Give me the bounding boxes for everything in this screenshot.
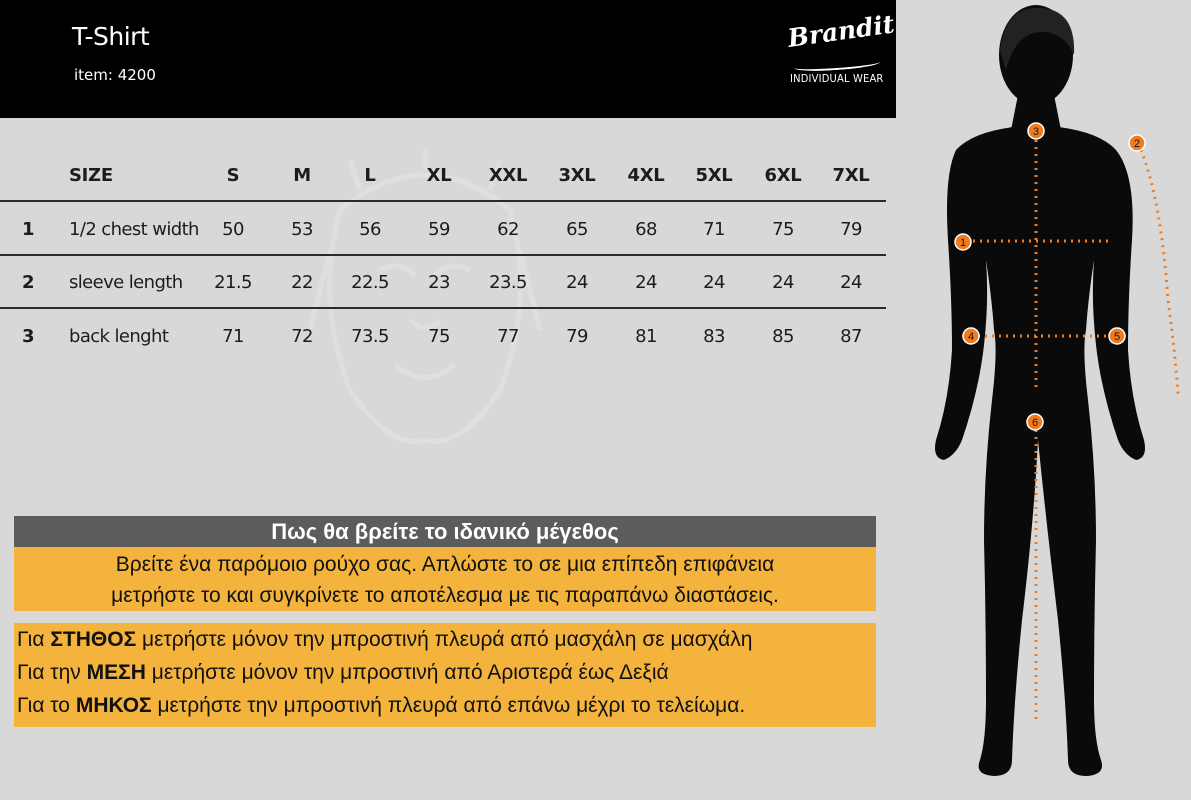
table-cell: 24 [703, 272, 725, 293]
table-cell: 22 [291, 272, 313, 293]
chest-instruction [14, 623, 876, 656]
table-divider [0, 200, 886, 202]
instruction-prefix: Για την [17, 661, 87, 684]
table-cell: 21.5 [214, 272, 252, 293]
product-title: T-Shirt [72, 22, 150, 51]
table-cell: 56 [359, 219, 381, 240]
size-header-cell: 7XL [832, 164, 870, 186]
instruction-text: μετρήστε μόνον την μπροστινή από Αριστερά έως Δεξιά [145, 661, 669, 684]
waist-instruction [14, 656, 876, 689]
table-cell: 73.5 [351, 326, 389, 347]
guide-intro-line: Βρείτε ένα παρόμοιο ρούχο σας. Απλώστε το σε μια επίπεδη επιφάνεια [115, 553, 775, 576]
table-row [0, 203, 886, 256]
guide-intro-line: μετρήστε το και συγκρίνετε το αποτέλεσμα με τις παραπάνω διαστάσεις. [111, 584, 779, 607]
table-cell: 24 [566, 272, 588, 293]
instruction-prefix: Για [17, 628, 51, 651]
table-cell: 62 [497, 219, 519, 240]
table-cell: 23.5 [489, 272, 527, 293]
table-cell: 79 [566, 326, 588, 347]
row-label: 1/2 chest width [69, 219, 199, 240]
table-cell: 75 [772, 219, 794, 240]
size-header-cell: 5XL [695, 164, 733, 186]
row-label: back lenght [69, 326, 169, 347]
table-cell: 65 [566, 219, 588, 240]
brand-logo-wordmark: Brandit [785, 9, 897, 53]
table-cell: 75 [428, 326, 450, 347]
length-instruction [14, 689, 876, 722]
table-cell: 24 [840, 272, 862, 293]
body-measurement-figure [896, 0, 1191, 800]
guide-title: Πως θα βρείτε το ιδανικό μέγεθος [14, 516, 876, 547]
row-number: 2 [22, 272, 34, 293]
table-cell: 81 [635, 326, 657, 347]
instruction-keyword: ΜΕΣΗ [86, 661, 146, 684]
table-cell: 23 [428, 272, 450, 293]
instruction-text: μετρήστε μόνον την μπροστινή πλευρά από μασχάλη σε μασχάλη [136, 628, 753, 651]
marker-3: 3 [1032, 126, 1040, 138]
table-cell: 85 [772, 326, 794, 347]
instruction-keyword: ΜΗΚΟΣ [75, 694, 152, 717]
instruction-text: μετρήστε την μπροστινή πλευρά από επάνω μέχρι το τελείωμα. [151, 694, 746, 717]
table-cell: 71 [703, 219, 725, 240]
guide-instructions-box [14, 623, 876, 727]
instruction-keyword: ΣΤΗΘΟΣ [50, 628, 137, 651]
table-cell: 87 [840, 326, 862, 347]
size-header-cell: L [364, 164, 376, 186]
marker-2: 2 [1133, 138, 1141, 150]
body-silhouette [935, 5, 1145, 776]
header-bar [0, 0, 896, 118]
row-label: sleeve length [69, 272, 183, 293]
marker-6: 6 [1031, 417, 1039, 429]
row-number: 1 [22, 219, 34, 240]
brand-tagline: INDIVIDUAL WEAR [790, 72, 884, 85]
marker-5: 5 [1113, 331, 1121, 343]
brand-logo-swoosh [794, 57, 880, 73]
table-cell: 24 [772, 272, 794, 293]
table-cell: 22.5 [351, 272, 389, 293]
table-cell: 59 [428, 219, 450, 240]
table-cell: 53 [291, 219, 313, 240]
item-number: item: 4200 [74, 66, 156, 84]
table-row [0, 256, 886, 309]
table-cell: 24 [635, 272, 657, 293]
guide-intro-box [14, 547, 876, 611]
size-header-cell: 4XL [627, 164, 665, 186]
brand-logo [785, 9, 897, 92]
table-cell: 50 [222, 219, 244, 240]
size-header-cell: XXL [488, 164, 528, 186]
size-column-header: SIZE [69, 164, 113, 186]
size-header-cell: S [226, 164, 240, 186]
table-cell: 71 [222, 326, 244, 347]
table-cell: 77 [497, 326, 519, 347]
size-header-cell: M [293, 164, 311, 186]
size-header-cell: 3XL [558, 164, 596, 186]
marker-1: 1 [959, 237, 967, 249]
marker-4: 4 [967, 331, 975, 343]
table-divider [0, 307, 886, 309]
row-number: 3 [22, 326, 34, 347]
size-header-cell: 6XL [764, 164, 802, 186]
table-cell: 68 [635, 219, 657, 240]
table-row [0, 310, 886, 363]
table-cell: 72 [291, 326, 313, 347]
table-cell: 79 [840, 219, 862, 240]
size-header-cell: XL [426, 164, 452, 186]
instruction-prefix: Για το [17, 694, 76, 717]
table-cell: 83 [703, 326, 725, 347]
table-header-row [0, 150, 886, 200]
